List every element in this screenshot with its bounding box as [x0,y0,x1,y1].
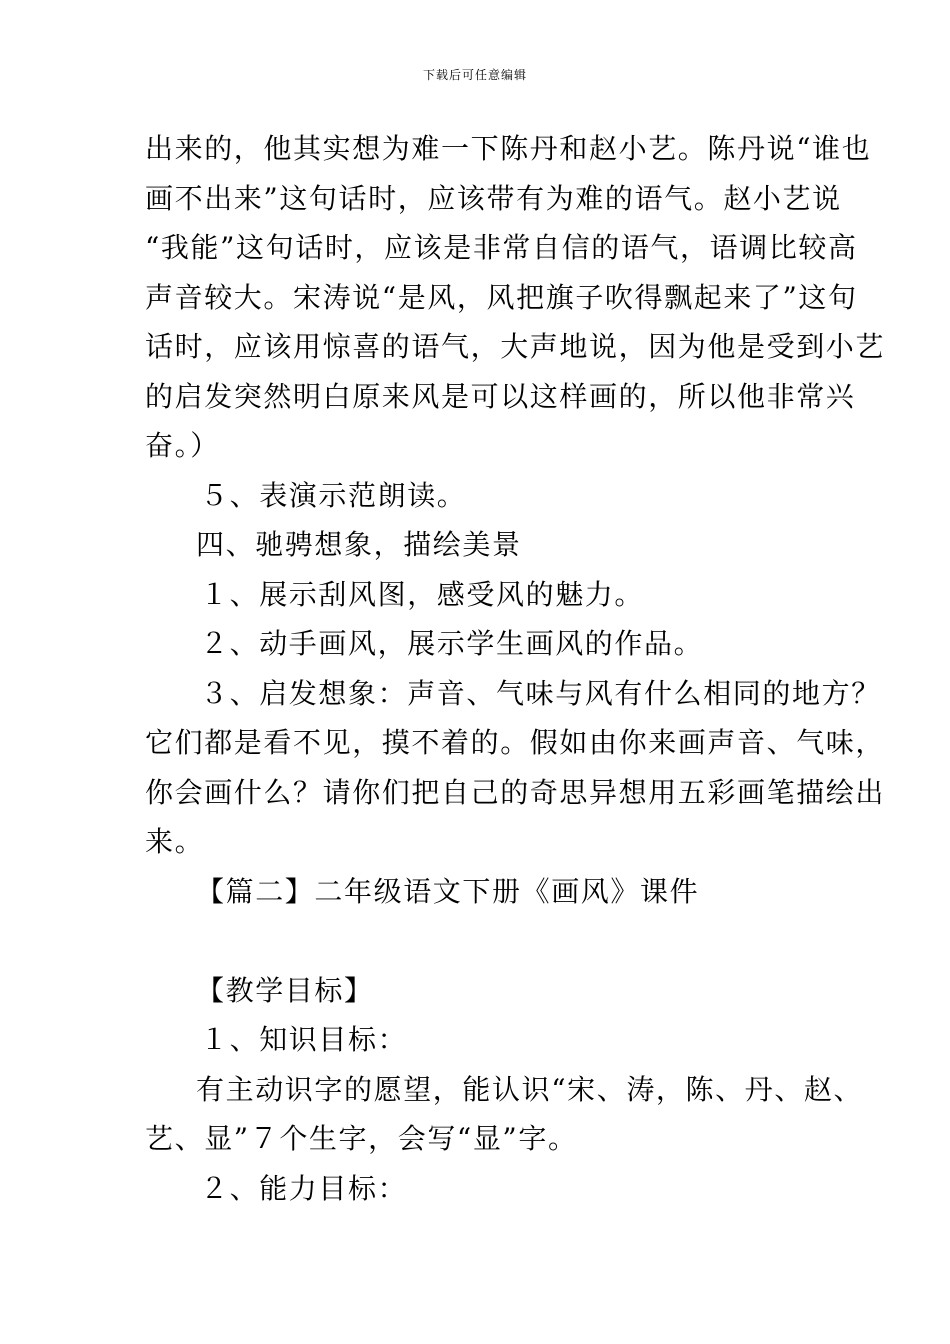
text-line: 艺、显”７个生字，会写“显”字。 [145,1122,578,1155]
text-line: 声音较大。宋涛说“是风，风把旗子吹得飘起来了”这句 [145,280,858,314]
section-heading: 【教学目标】 [196,973,374,1007]
page-header: 下载后可任意编辑 [422,68,527,82]
text-line: 它们都是看不见，摸不着的。假如由你来画声音、气味， [145,726,886,759]
list-item: １、展示刮风图，感受风的魅力。 [200,577,645,611]
list-item: １、知识目标： [200,1023,408,1056]
blank-line [145,916,815,966]
chapter-title: 【篇二】二年级语文下册《画风》课件 [196,874,700,908]
text-line: “我能”这句话时，应该是非常自信的语气，语调比较高 [145,231,858,264]
text-line: 画不出来”这句话时，应该带有为难的语气。赵小艺说 [145,181,842,215]
list-item: ５、表演示范朗读。 [200,478,467,512]
list-item: ３、启发想象：声音、气味与风有什么相同的地方？ [200,676,881,710]
text-line: 出来的，他其实想为难一下陈丹和赵小艺。陈丹说“谁也 [145,132,872,165]
list-item: ２、动手画风，展示学生画风的作品。 [200,627,704,660]
document-body [145,124,886,1213]
text-line: 奋。） [145,429,220,462]
section-heading: 四、驰骋想象，描绘美景 [196,528,522,561]
text-line: 你会画什么？请你们把自己的奇思异想用五彩画笔描绘出 [145,775,886,809]
text-line: 来。 [145,825,205,858]
text-line: 的启发突然明白原来风是可以这样画的，所以他非常兴 [145,379,856,413]
text-line: 话时，应该用惊喜的语气，大声地说，因为他是受到小艺 [145,330,886,363]
text-line: 有主动识字的愿望，能认识“宋、涛，陈、丹、赵、 [196,1072,864,1106]
list-item: ２、能力目标： [200,1171,408,1205]
